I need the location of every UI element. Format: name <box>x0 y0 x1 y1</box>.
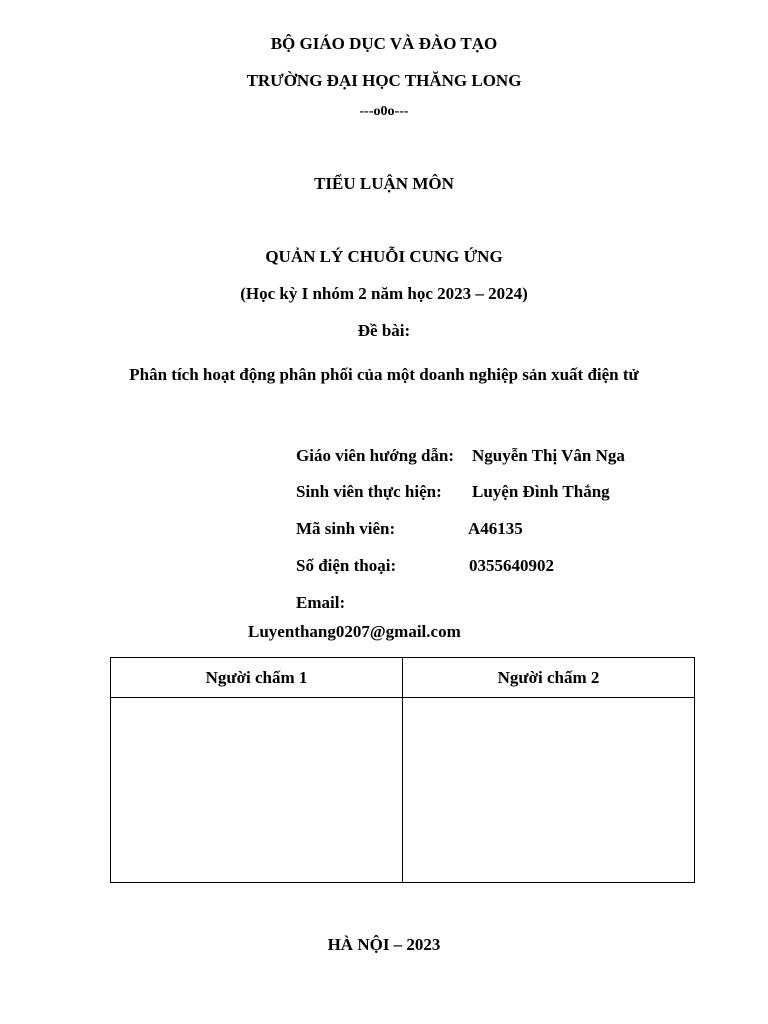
ornament-divider: ---o0o--- <box>359 104 409 119</box>
instructor-label: Giáo viên hướng dẫn: <box>296 446 455 465</box>
grader-2-header: Người chấm 2 <box>403 658 695 698</box>
grader-table <box>110 657 695 883</box>
term-line: (Học kỳ I nhóm 2 năm học 2023 – 2024) <box>240 284 528 303</box>
grader-header-row <box>111 658 695 698</box>
student-value: Luyện Đình Thắng <box>472 482 610 501</box>
grader-2-signature-cell <box>403 698 695 883</box>
email-value: Luyenthang0207@gmail.com <box>248 622 461 641</box>
email-label: Email: <box>296 593 346 612</box>
subject-title: QUẢN LÝ CHUỖI CUNG ỨNG <box>265 247 503 266</box>
university-heading: TRƯỜNG ĐẠI HỌC THĂNG LONG <box>246 71 522 90</box>
student-id-value: A46135 <box>468 519 523 538</box>
place-year: HÀ NỘI – 2023 <box>327 935 441 954</box>
student-label: Sinh viên thực hiện: <box>296 482 442 501</box>
phone-label: Số điện thoại: <box>296 556 397 575</box>
grader-signature-row <box>111 698 695 883</box>
student-id-label: Mã sinh viên: <box>296 519 396 538</box>
topic-label: Đề bài: <box>357 321 411 340</box>
topic-text: Phân tích hoạt động phân phối của một doanh nghiệp sản xuất điện tử <box>129 365 639 384</box>
grader-1-header: Người chấm 1 <box>111 658 403 698</box>
grader-1-signature-cell <box>111 698 403 883</box>
phone-value: 0355640902 <box>469 556 554 575</box>
essay-label: TIỂU LUẬN MÔN <box>314 174 454 193</box>
ministry-heading: BỘ GIÁO DỤC VÀ ĐÀO TẠO <box>270 34 498 53</box>
instructor-value: Nguyễn Thị Vân Nga <box>472 446 625 465</box>
